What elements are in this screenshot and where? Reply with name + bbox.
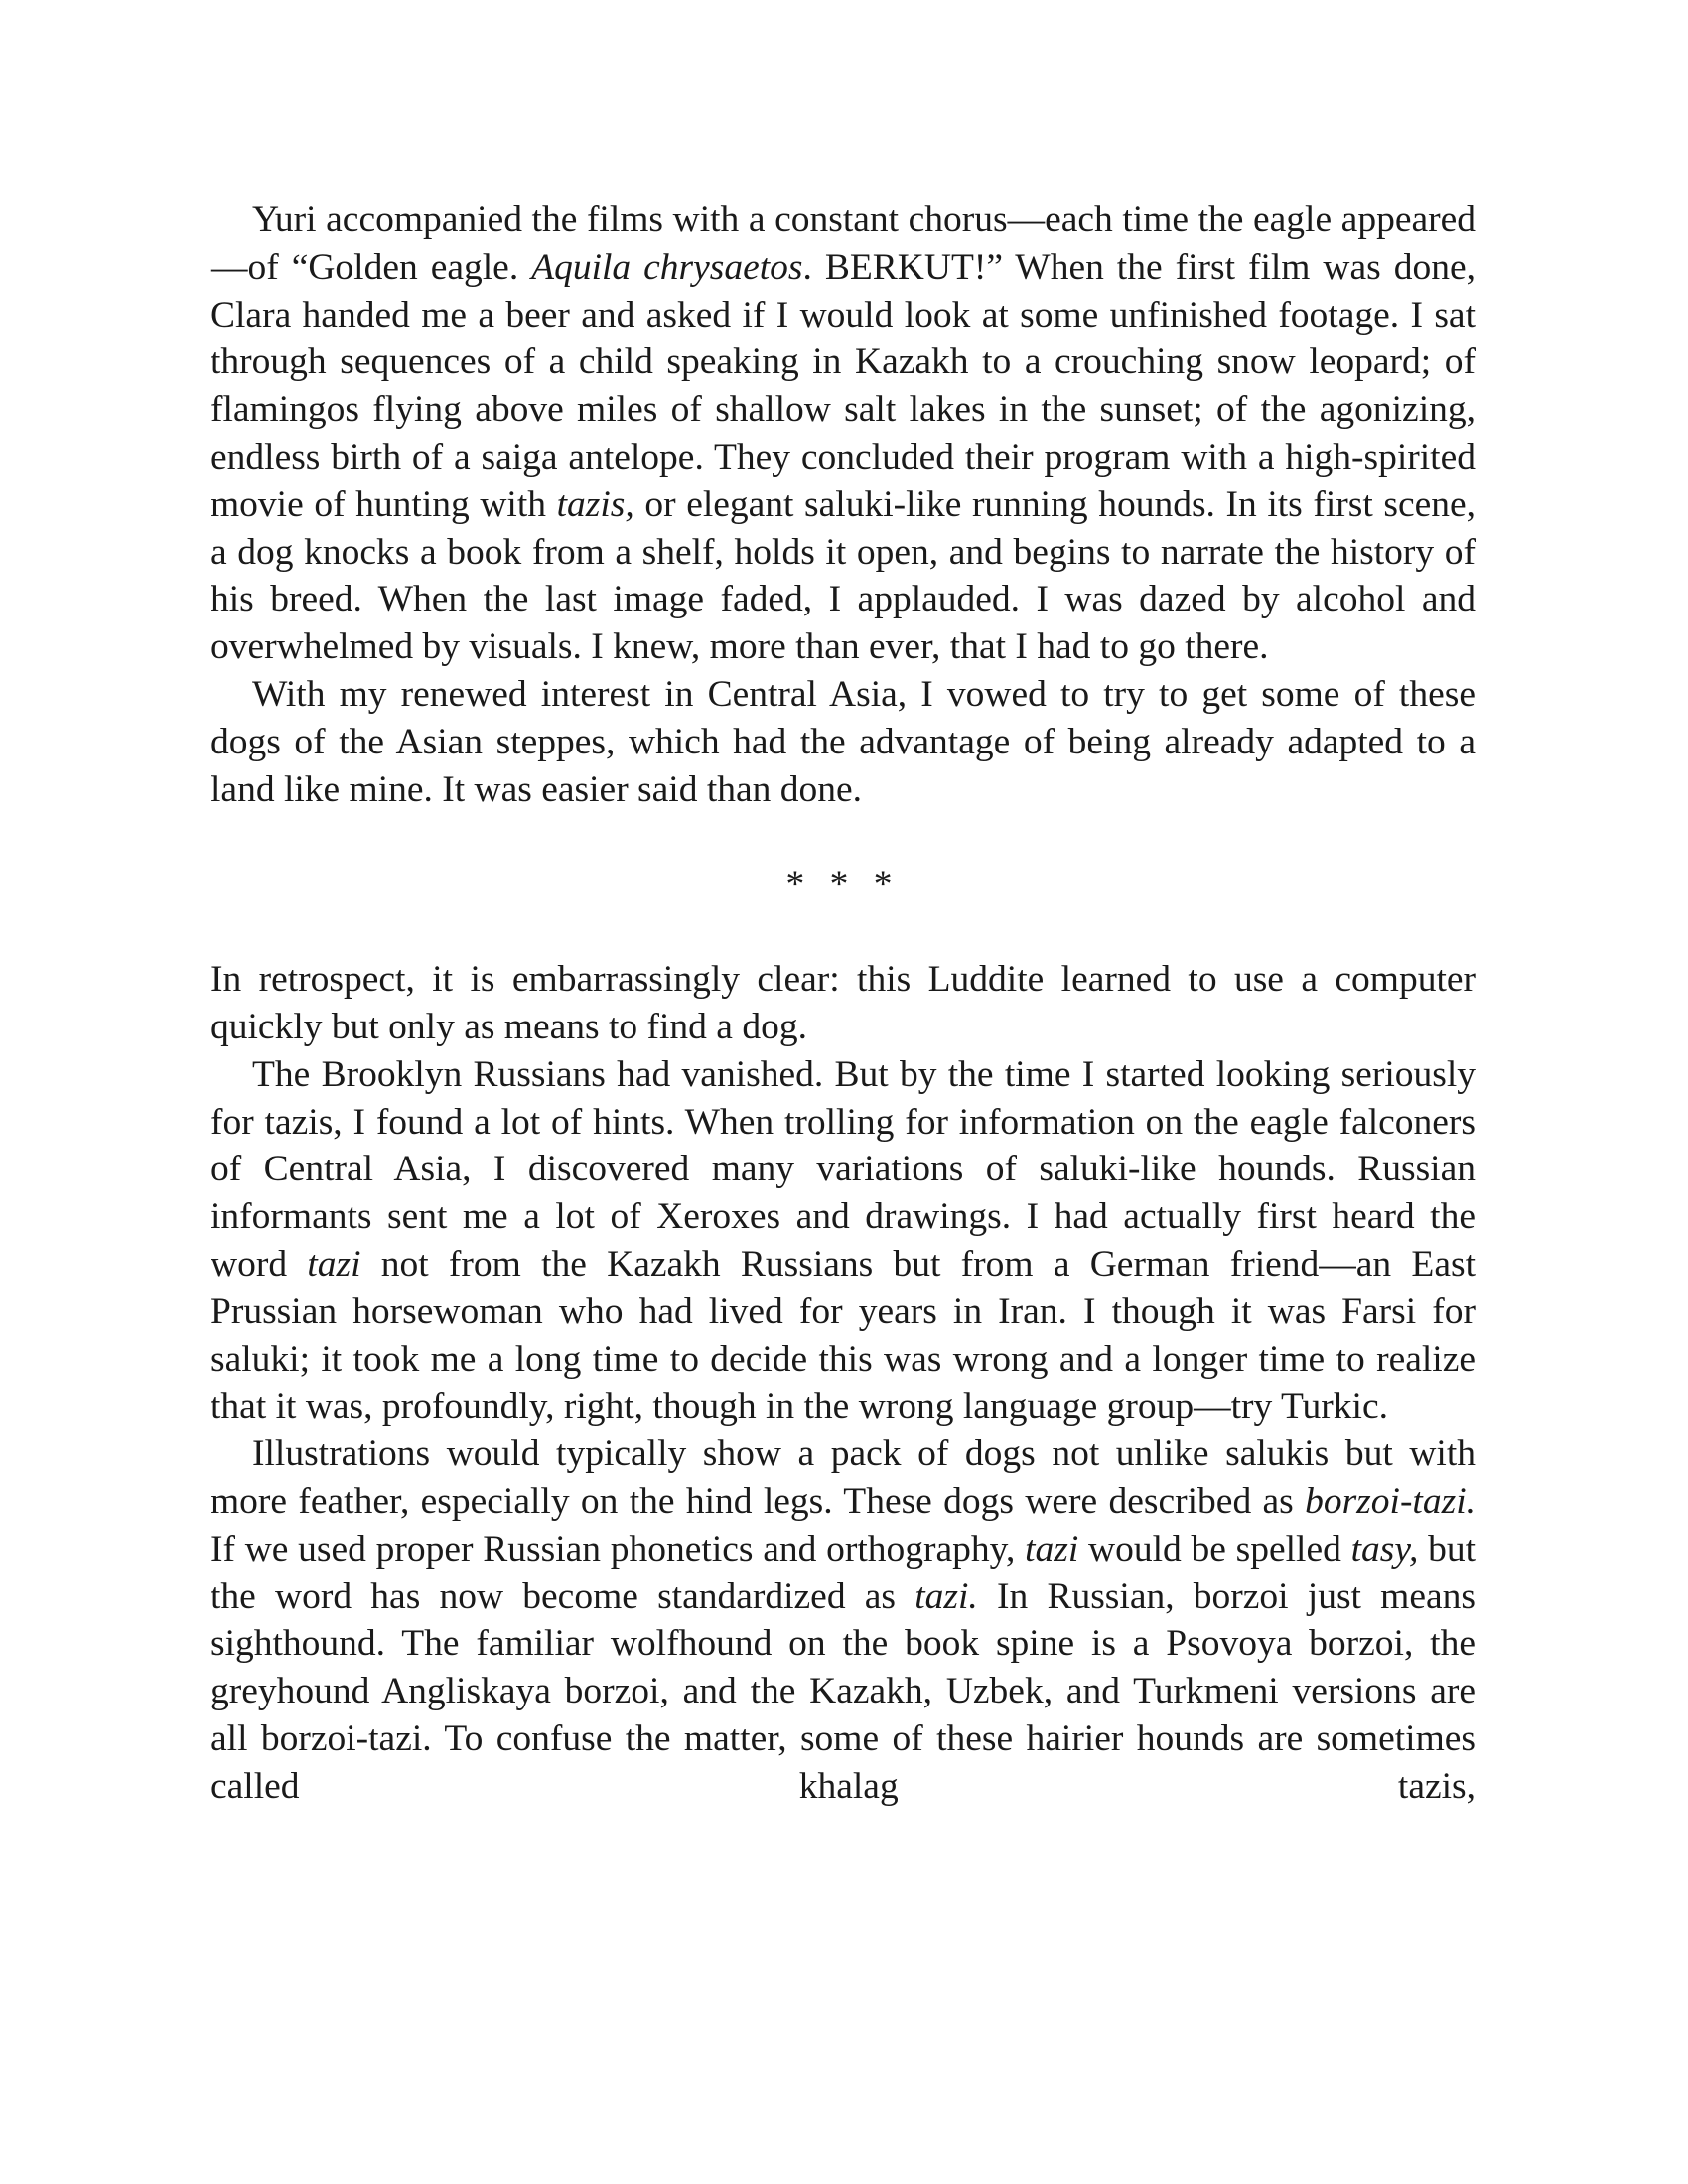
text-run: or elegant saluki-like running hounds. In its first scene, a dog knocks a book from a shelf, holds it open, and begins to narrate the history of his breed. When the last image faded, I applauded. I was dazed by alcohol and overwhelmed by visuals. I knew, more than ever, that I had to go there. (211, 483, 1477, 668)
italic-term-tazis: tazis, (556, 483, 634, 525)
italic-term-tazi: tazi (307, 1243, 361, 1285)
text-run: . BERKUT!” When the first film was done, Clara handed me a beer and asked if I would look at some unfinished footage. I sat through sequences of a child speaking in Kazakh to a crouching snow leopard; of flamingos flying above miles of shallow salt lakes in the sunset; of the agonizing, endless birth of a saiga antelope. They concluded their program with a high-spirited movie of hunting with (211, 246, 1476, 525)
book-page (211, 197, 1476, 1811)
section-break: * * * (785, 864, 901, 905)
text-run: In Russian, borzoi just means sighthound. The familiar wolfhound on the book spine is a Psovoya borzoi, the greyhound Angliskaya borzoi, and the Kazakh, Uzbek, and Turkmeni versions are all borzoi-tazi. To confuse the matter, some of these hairier hounds are sometimes called khalag tazis, (211, 1575, 1476, 1807)
paragraph-illustrations (211, 1431, 1476, 1810)
text-run: Illustrations would typically show a pack of dogs not unlike salukis but with more feather, especially on the hind legs. These dogs were described as (211, 1433, 1476, 1522)
italic-term-tazi: tazi. (914, 1575, 978, 1617)
text-run: not from the Kazakh Russians but from a German friend—an East Prussian horsewoman who had lived for years in Iran. I though it was Farsi for saluki; it took me a long time to decide this was wrong and a longer time to realize that it was, profoundly, right, though in the wrong language group—try Turkic. (211, 1243, 1476, 1428)
paragraph-yuri-films (211, 197, 1476, 671)
italic-term-borzoi-tazi: borzoi-tazi. (1305, 1480, 1476, 1522)
text-run: would be spelled (1078, 1528, 1351, 1570)
italic-term-tazi: tazi (1025, 1528, 1079, 1570)
paragraph-retrospect: In retrospect, it is embarrassingly clear: this Luddite learned to use a computer quickly but only as means to find a dog. (211, 959, 1476, 1047)
paragraph-renewed-interest: With my renewed interest in Central Asia, I vowed to try to get some of these dogs of the Asian steppes, which had the advantage of being already adapted to a land like mine. It was easier said than done. (211, 673, 1476, 810)
italic-term-tasy: tasy, (1350, 1528, 1419, 1570)
paragraph-brooklyn-russians (211, 1051, 1476, 1431)
text-run: but the word has now become standardized as (211, 1528, 1476, 1617)
text-run: The Brooklyn Russians had vanished. But by the time I started looking seriously for tazis, I found a lot of hints. When trolling for information on the eagle falconers of Central Asia, I discovered many variations of saluki-like hounds. Russian informants sent me a lot of Xeroxes and drawings. I had actually first heard the word (211, 1053, 1476, 1285)
italic-species-name: Aquila chrysaetos (531, 246, 803, 288)
text-run: If we used proper Russian phonetics and orthography, (211, 1528, 1026, 1570)
text-run: Yuri accompanied the films with a constant chorus—each time the eagle appeared—of “Golden eagle. (211, 200, 1476, 288)
